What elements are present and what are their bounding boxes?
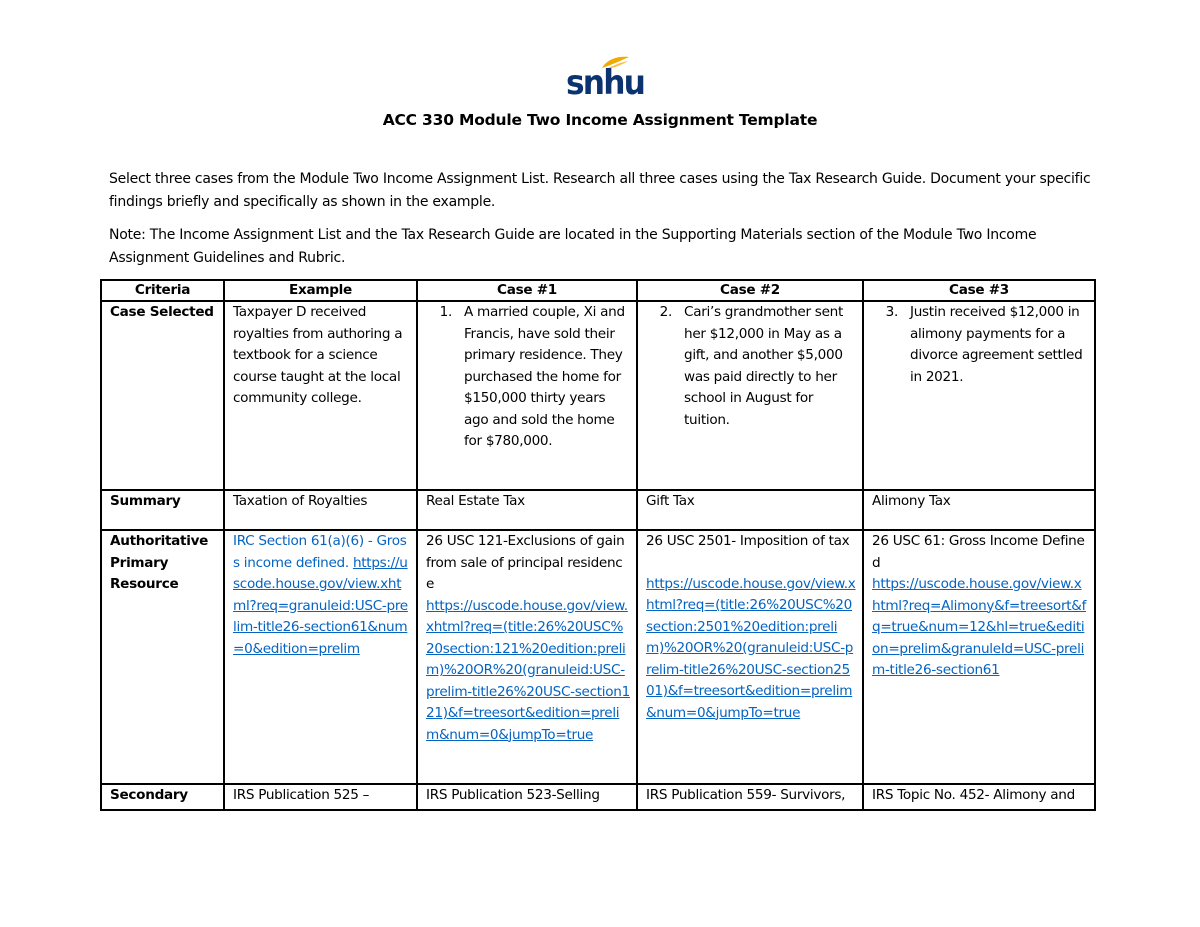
case-2-summary: Gift Tax — [637, 490, 863, 530]
intro-paragraph: Select three cases from the Module Two Income Assignment List. Research all three cases using the Tax Research Guide. Document your specific findings briefly and specifically as shown in the example. — [109, 171, 1091, 210]
case-1-authoritative-text: 26 USC 121-Exclusions of gain from sale of principal residence — [426, 533, 625, 592]
case-3-selected — [863, 301, 1095, 490]
example-authoritative-text: IRC Section 61(a)(6) - Gross income defined. — [233, 533, 407, 571]
case-2-authoritative — [637, 530, 863, 784]
table-header-row — [101, 280, 1095, 301]
header-case-3: Case #3 — [863, 280, 1095, 301]
case-2-authoritative-link[interactable]: https://uscode.house.gov/view.xhtml?req=(title:26%20USC%20section:2501%20edition:prelim)%20OR%20(granuleid:USC-prelim-title26%20USC-section2501)&f=treesort&edition=prelim&num=0&jumpTo=true — [646, 575, 856, 721]
snhu-logo — [566, 56, 645, 103]
case-2-selected — [637, 301, 863, 490]
note-prefix: Note: — [109, 227, 146, 243]
table-row-summary — [101, 490, 1095, 530]
note-text: The Income Assignment List and the Tax Research Guide are located in the Supporting Materials section of the Module Two Income Assignment Guidelines and Rubric. — [109, 227, 1037, 266]
case-1-authoritative — [417, 530, 637, 784]
example-case-selected: Taxpayer D received royalties from authoring a textbook for a science course taught at the local community college. — [224, 301, 417, 490]
table-row-secondary — [101, 784, 1095, 810]
case-3-authoritative-text: 26 USC 61: Gross Income Defined — [872, 533, 1085, 571]
case-3-description: Justin received $12,000 in alimony payments for a divorce agreement settled in 2021. — [910, 304, 1083, 385]
page-title: ACC 330 Module Two Income Assignment Template — [382, 111, 818, 129]
example-authoritative — [224, 530, 417, 784]
logo-wordmark: snhu — [566, 63, 645, 103]
criteria-secondary: Secondary — [101, 784, 224, 810]
case-2-description: Cari’s grandmother sent her $12,000 in May as a gift, and another $5,000 was paid directly to her school in August for tuition. — [684, 304, 843, 428]
header-case-2: Case #2 — [637, 280, 863, 301]
case-1-description: A married couple, Xi and Francis, have sold their primary residence. They purchased the home for $150,000 thirty years ago and sold the home for $780,000. — [464, 304, 625, 449]
table-row-case-selected — [101, 301, 1095, 490]
case-3-authoritative-link[interactable]: https://uscode.house.gov/view.xhtml?req=Alimony&f=treesort&fq=true&num=12&hl=true&edition=prelim&granuleId=USC-prelim-title26-section61 — [872, 576, 1087, 678]
case-2-secondary: IRS Publication 559- Survivors, — [637, 784, 863, 810]
case-1-summary: Real Estate Tax — [417, 490, 637, 530]
criteria-case-selected: Case Selected — [101, 301, 224, 490]
case-3-secondary: IRS Topic No. 452- Alimony and — [863, 784, 1095, 810]
case-3-summary: Alimony Tax — [863, 490, 1095, 530]
header-case-1: Case #1 — [417, 280, 637, 301]
criteria-authoritative: Authoritative Primary Resource — [101, 530, 224, 784]
table-row-authoritative — [101, 530, 1095, 784]
case-1-authoritative-link[interactable]: https://uscode.house.gov/view.xhtml?req=(title:26%20USC%20section:121%20edition:prelim)%20OR%20(granuleid:USC-prelim-title26%20USC-section121)&f=treesort&edition=prelim&num=0&jumpTo=true — [426, 597, 630, 743]
note-paragraph — [109, 224, 1099, 269]
header-criteria: Criteria — [101, 280, 224, 301]
case-3-authoritative — [863, 530, 1095, 784]
case-2-authoritative-text: 26 USC 2501- Imposition of tax — [646, 533, 850, 549]
header-example: Example — [224, 280, 417, 301]
case-1-number: 1. — [439, 304, 452, 320]
criteria-summary: Summary — [101, 490, 224, 530]
example-summary: Taxation of Royalties — [224, 490, 417, 530]
case-2-number: 2. — [659, 304, 672, 320]
case-3-number: 3. — [885, 304, 898, 320]
example-authoritative-link[interactable]: https://uscode.house.gov/view.xhtml?req=granuleid:USC-prelim-title26-section61&num=0&edition=prelim — [233, 554, 408, 657]
case-1-selected — [417, 301, 637, 490]
case-1-secondary: IRS Publication 523-Selling — [417, 784, 637, 810]
example-secondary: IRS Publication 525 – — [224, 784, 417, 810]
assignment-table — [100, 279, 1096, 811]
